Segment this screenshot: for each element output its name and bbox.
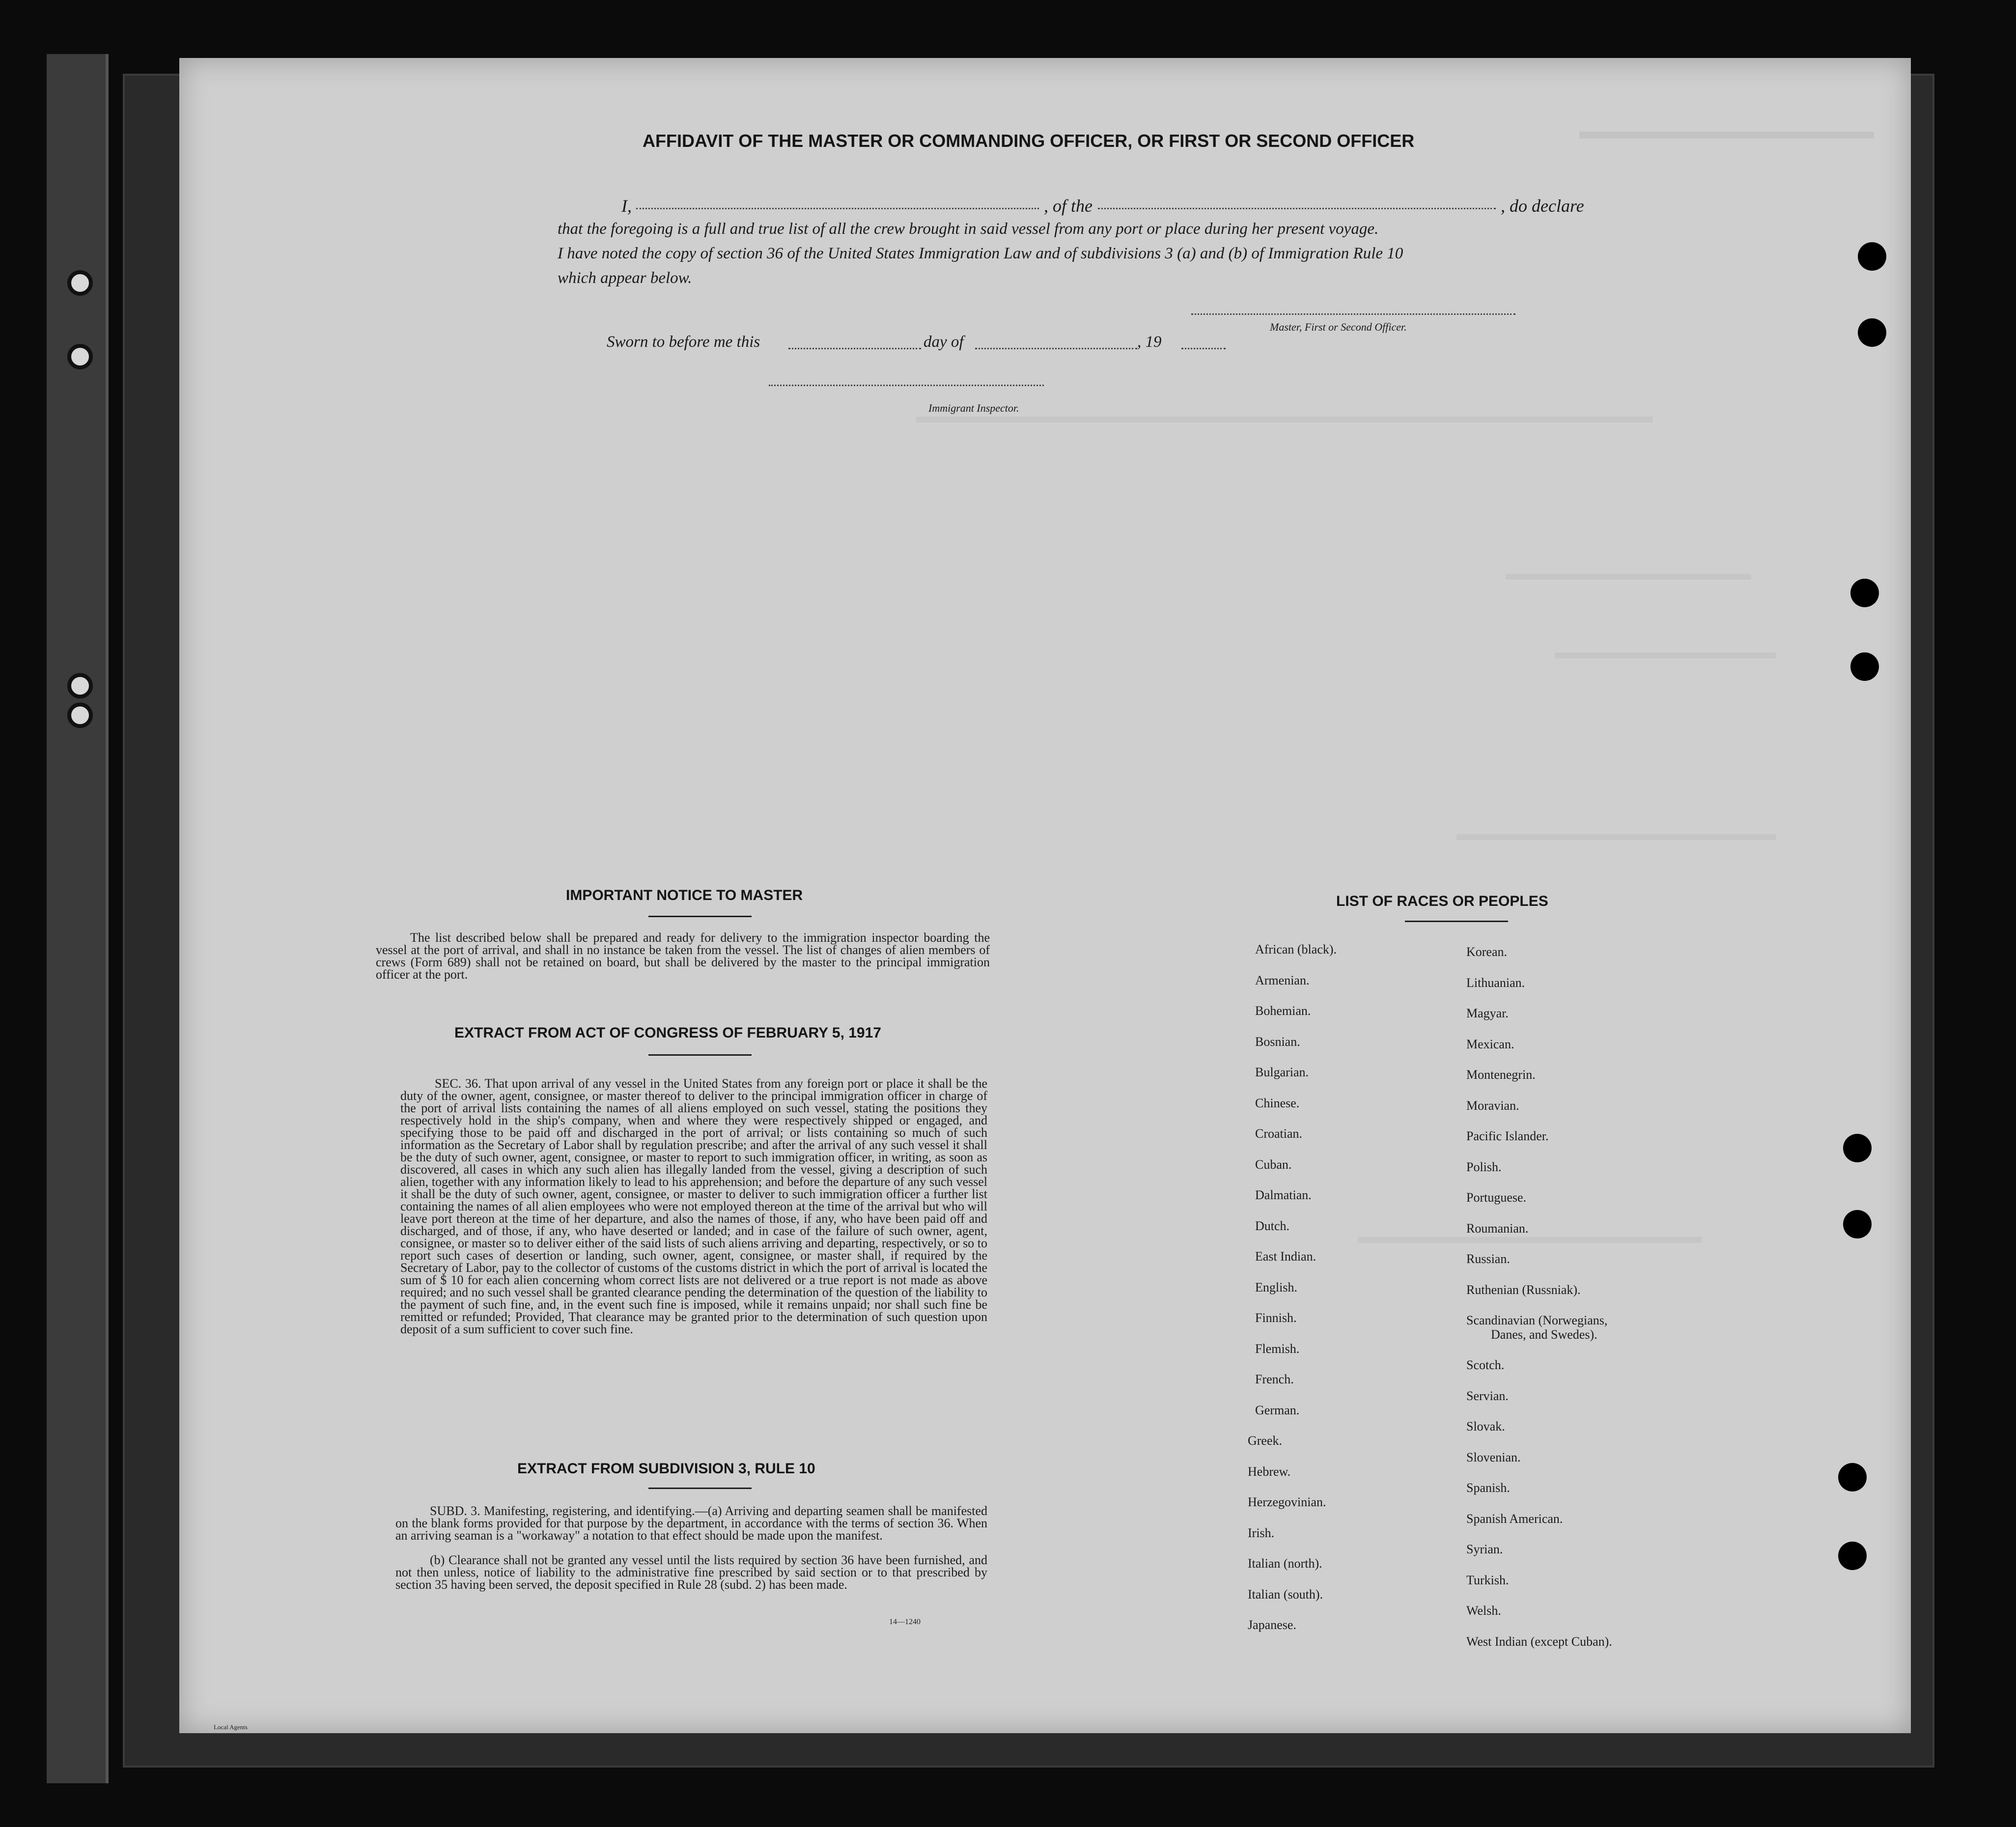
affidavit-i: I, <box>621 196 632 216</box>
punch-hole <box>1838 1463 1867 1491</box>
race-item: Polish. <box>1466 1159 1502 1174</box>
race-item: Korean. <box>1466 945 1508 959</box>
race-item: Bosnian. <box>1255 1034 1300 1049</box>
race-item: Greek. <box>1248 1433 1283 1448</box>
rule-para-a: SUBD. 3. Manifesting, registering, and identifying.—(a) Arriving and departing seamen shall be manifested on the blank forms provided for that purpose by the department, in accordance with the terms of section 36. When an arriving seaman is a "workaway" a notation to that effect should be made upon the manifest. <box>395 1504 987 1543</box>
race-item: West Indian (except Cuban). <box>1466 1634 1612 1649</box>
punch-hole <box>1838 1542 1867 1570</box>
binder-hole <box>67 270 93 296</box>
race-item: Croatian. <box>1255 1126 1303 1141</box>
race-item: Portuguese. <box>1466 1190 1527 1205</box>
race-item: Ruthenian (Russniak). <box>1466 1282 1581 1297</box>
rule-rule <box>648 1488 752 1489</box>
act-text: SEC. 36. That upon arrival of any vessel in the United States from any foreign port or place it shall be the duty of the owner, agent, consignee, or master thereof to deliver to the principal immigration officer in charge of the port of arrival lists containing the names of all aliens employed on such vessel, stating the positions they respectively hold in the ship's company, when and where they were respectively shipped or engaged, and specifying those to be paid off and discharged in the port of arrival; or lists containing so much of such information as the Secretary of Labor shall by regulation prescribe; and after the arrival of any such vessel it shall be the duty of such owner, agent, consignee, or master to report to such immigration officer, in writing, as soon as discovered, all cases in which any such alien has illegally landed from the vessel, giving a description of such alien, together with any information likely to lead to his apprehension; and before the departure of any such vessel it shall be the duty of such owner, agent, consignee, or master to deliver to such immigration officer a further list containing the names of all alien employees who were not employed thereon at the time of the arrival but who will leave port thereon at the time of her departure, and also the names of those, if any, who have been paid off and discharged, and of those, if any, who have deserted or landed; and in case of the failure of such owner, agent, consignee, or master so to deliver either of the said lists of such aliens arriving and departing, respectively, or so to report such cases of desertion or landing, such owner, agent, consignee, or master shall, if required by the Secretary of Labor, pay to the collector of customs of the customs district in which the port of arrival is located the sum of $ 10 for each alien concerning whom correct lists are not delivered or a true report is not made as above required; and no such vessel shall be granted clearance pending the determination of the question of the liability to the payment of such fine, and, in the event such fine is imposed, while it remains unpaid; nor shall such fine be remitted or refunded; Provided, That clearance may be granted prior to the determination of such question upon deposit of a sum sufficient to cover such fine. <box>400 1076 987 1336</box>
vessel-field-line[interactable] <box>1098 208 1496 209</box>
affidavit-line-4: which appear below. <box>558 269 692 287</box>
master-signature-line[interactable] <box>1191 313 1515 315</box>
race-item: Russian. <box>1466 1252 1510 1266</box>
inspector-signature-line[interactable] <box>769 385 1044 386</box>
race-item: Finnish. <box>1255 1311 1297 1325</box>
act-rule <box>648 1054 752 1056</box>
affidavit-line-2: that the foregoing is a full and true list of all the crew brought in said vessel from any port or place during her present voyage. <box>558 220 1379 238</box>
sworn-month-line[interactable] <box>975 348 1137 349</box>
race-item: Danes, and Swedes). <box>1491 1327 1597 1342</box>
affidavit-declare: , do declare <box>1501 196 1584 216</box>
affidavit-line-1 <box>621 196 632 216</box>
race-item: Servian. <box>1466 1388 1509 1403</box>
act-title: EXTRACT FROM ACT OF CONGRESS OF FEBRUARY 5, 1917 <box>454 1025 881 1041</box>
race-item: Slovak. <box>1466 1419 1505 1433</box>
affidavit-line-3: I have noted the copy of section 36 of the United States Immigration Law and of subdivisions 3 (a) and (b) of Immigration Rule 10 <box>558 245 1403 262</box>
inspector-label: Immigrant Inspector. <box>928 402 1019 414</box>
master-label: Master, First or Second Officer. <box>1270 321 1407 333</box>
notice-text: The list described below shall be prepared and ready for delivery to the immigration inspector boarding the vessel at the port of arrival, and shall in no instance be taken from the vessel. The list of changes of alien members of crews (Form 689) shall not be retained on board, but shall be delivered by the master to the principal immigration officer at the port. <box>376 930 990 982</box>
race-item: Slovenian. <box>1466 1450 1521 1464</box>
race-item: Scotch. <box>1466 1358 1505 1372</box>
document-page <box>179 58 1911 1733</box>
race-item: French. <box>1255 1372 1294 1386</box>
race-item: Spanish. <box>1466 1481 1510 1495</box>
binder-hole <box>67 703 93 728</box>
affidavit-of-the: , of the <box>1044 196 1092 216</box>
punch-hole <box>1850 579 1879 607</box>
race-item: East Indian. <box>1255 1249 1316 1264</box>
race-item: Turkish. <box>1466 1573 1509 1587</box>
race-item: Hebrew. <box>1248 1464 1291 1479</box>
sworn-day-line[interactable] <box>788 348 921 349</box>
race-item: Chinese. <box>1255 1096 1300 1110</box>
race-item: Mexican. <box>1466 1037 1514 1051</box>
affidavit-title: AFFIDAVIT OF THE MASTER OR COMMANDING OFFICER, OR FIRST OR SECOND OFFICER <box>643 131 1415 151</box>
race-item: Lithuanian. <box>1466 975 1525 990</box>
local-agents-label: Local Agents <box>214 1723 248 1731</box>
race-item: Dalmatian. <box>1255 1188 1312 1202</box>
sworn-day-label: day of <box>924 333 964 351</box>
races-title: LIST OF RACES OR PEOPLES <box>1336 893 1548 909</box>
sworn-year-line[interactable] <box>1181 348 1226 349</box>
race-item: Bohemian. <box>1255 1004 1311 1018</box>
race-item: Armenian. <box>1255 973 1310 987</box>
binder-strip <box>47 54 109 1783</box>
binder-hole <box>67 344 93 369</box>
race-item: Roumanian. <box>1466 1221 1529 1236</box>
race-item: English. <box>1255 1280 1297 1294</box>
race-item: Irish. <box>1248 1525 1275 1540</box>
race-item: Italian (north). <box>1248 1556 1322 1571</box>
race-item: Welsh. <box>1466 1603 1501 1618</box>
rule-para-b: (b) Clearance shall not be granted any vessel until the lists required by section 36 have been furnished, and not then unless, notice of liability to the administrative fine prescribed by said section or to that prescribed by section 35 having been served, the deposit specified in Rule 28 (subd. 2) has been made. <box>395 1553 987 1592</box>
name-field-line[interactable] <box>636 208 1039 209</box>
sworn-start: Sworn to before me this <box>607 333 760 351</box>
race-item: Scandinavian (Norwegians, <box>1466 1313 1608 1327</box>
race-item: Moravian. <box>1466 1098 1519 1113</box>
race-item: Japanese. <box>1248 1618 1296 1632</box>
race-item: Spanish American. <box>1466 1511 1563 1526</box>
race-item: Montenegrin. <box>1466 1068 1536 1082</box>
race-item: Italian (south). <box>1248 1587 1323 1602</box>
race-item: Pacific Islander. <box>1466 1129 1549 1143</box>
punch-hole <box>1858 318 1886 347</box>
race-item: Flemish. <box>1255 1341 1300 1356</box>
form-number: 14—1240 <box>889 1618 921 1626</box>
rule-title: EXTRACT FROM SUBDIVISION 3, RULE 10 <box>517 1461 815 1477</box>
races-rule <box>1405 921 1508 922</box>
race-item: Syrian. <box>1466 1542 1503 1556</box>
race-item: Cuban. <box>1255 1157 1292 1172</box>
punch-hole <box>1843 1134 1872 1162</box>
race-item: Magyar. <box>1466 1006 1509 1020</box>
punch-hole <box>1850 652 1879 681</box>
punch-hole <box>1843 1210 1872 1238</box>
race-item: Dutch. <box>1255 1218 1290 1233</box>
race-item: African (black). <box>1255 942 1337 956</box>
binder-hole <box>67 673 93 699</box>
notice-title: IMPORTANT NOTICE TO MASTER <box>566 887 803 903</box>
race-item: Bulgarian. <box>1255 1065 1309 1079</box>
race-item: German. <box>1255 1403 1300 1417</box>
notice-rule <box>648 916 752 917</box>
race-item: Herzegovinian. <box>1248 1495 1326 1509</box>
punch-hole <box>1858 242 1886 271</box>
sworn-year-label: , 19 <box>1137 333 1162 351</box>
